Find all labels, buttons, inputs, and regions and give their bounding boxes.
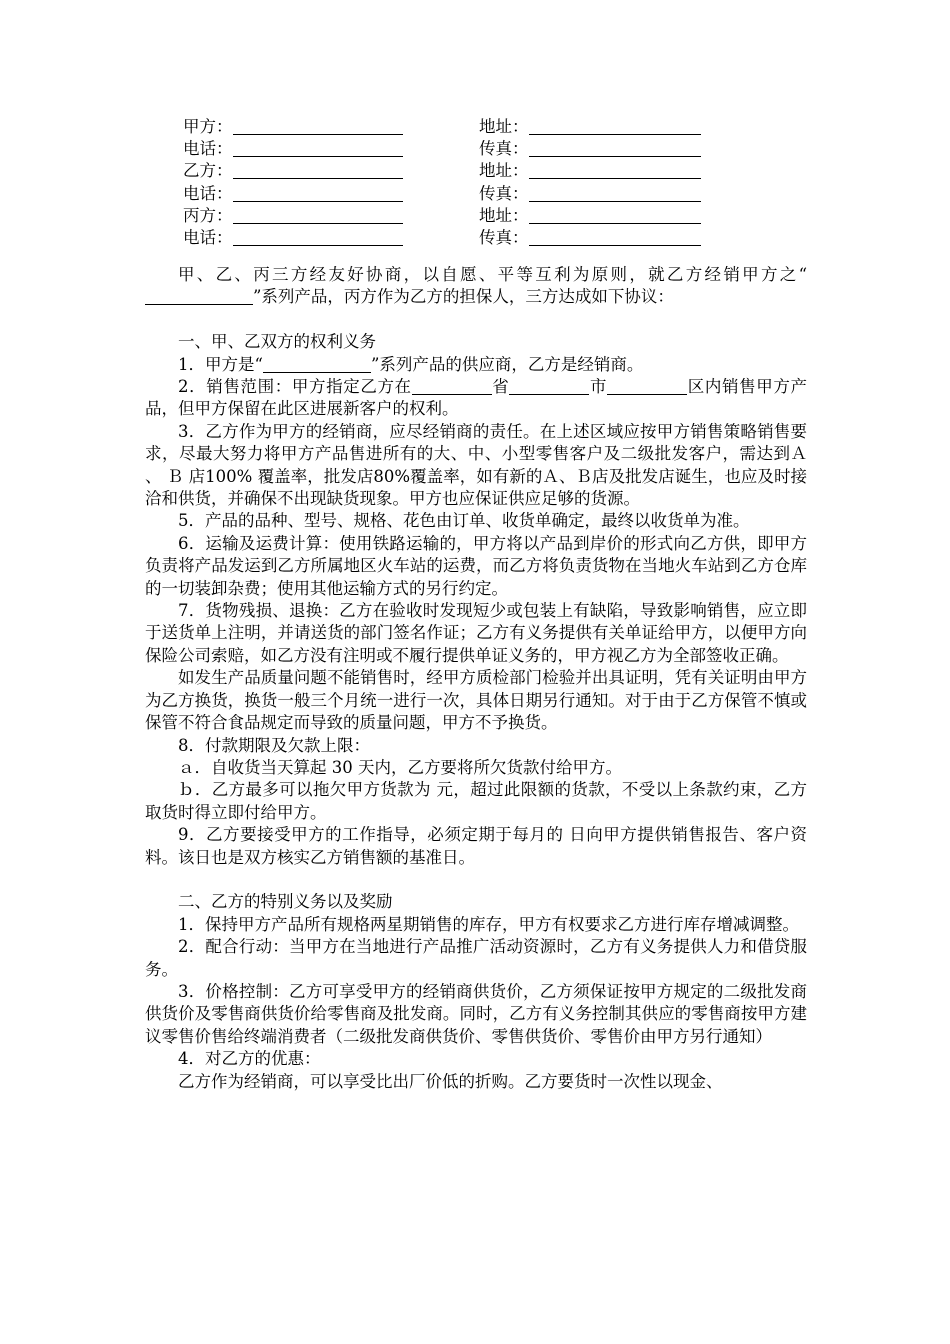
clause-2-1: 1．保持甲方产品所有规格两星期销售的库存，甲方有权要求乙方进行库存增减调整。 xyxy=(178,914,799,934)
fill-line xyxy=(529,140,701,157)
fill-line xyxy=(233,185,403,202)
intro-paragraph: 甲、乙、丙三方经友好协商，以自愿、平等互利为原则，就乙方经销甲方之“”系列产品，丙方作为乙方的担保人，三方达成如下协议： xyxy=(145,264,807,309)
party-label: 电话： xyxy=(183,183,233,203)
fill-line xyxy=(529,162,701,179)
fill-line xyxy=(233,140,403,157)
clause-8: 8．付款期限及欠款上限： xyxy=(178,735,370,755)
party-label: 乙方： xyxy=(183,161,233,181)
party-label: 电话： xyxy=(183,227,233,247)
blank-line xyxy=(607,379,687,395)
party-label: 传真： xyxy=(479,227,529,247)
fill-line xyxy=(233,162,403,179)
clause-2-4-text: 乙方作为经销商，可以享受比出厂价低的折购。乙方要货时一次性以现金、 xyxy=(178,1071,723,1091)
blank-line xyxy=(412,379,492,395)
clause-2: 2．销售范围：甲方指定乙方在 省 市 区内销售甲方产品，但甲方保留在此区进展新客户的权利。 xyxy=(145,377,808,419)
fill-line xyxy=(529,185,701,202)
clause-7: 7．货物残损、退换：乙方在验收时发现短少或包装上有缺陷，导致影响销售，应立即于送货单上注明，并请送货的部门签名作证；乙方有义务提供有关单证给甲方，以便甲方向保险公司索赔，如乙方没有注明或不履行提供单证义务的，甲方视乙方为全部签收正确。 xyxy=(145,601,807,665)
clause-2-4: 4．对乙方的优惠： xyxy=(178,1049,321,1069)
blank-line xyxy=(263,357,371,373)
clause-8a: ａ．自收货当天算起 30 天内，乙方要将所欠货款付给甲方。 xyxy=(178,757,622,777)
clause-9: 9．乙方要接受甲方的工作指导，必须定期于每月的 日向甲方提供销售报告、客户资料。该日也是双方核实乙方销售额的基准日。 xyxy=(145,825,807,867)
party-row xyxy=(183,227,529,249)
clause-7-note: 如发生产品质量问题不能销售时，经甲方质检部门检验并出具证明，凭有关证明由甲方为乙方换货，换货一般三个月统一进行一次，具体日期另行通知。对于由于乙方保管不慎或保管不符合食品规定而导致的质量问题，甲方不予换货。 xyxy=(145,668,807,733)
fill-line xyxy=(529,229,701,246)
party-row xyxy=(183,116,529,138)
blank-line xyxy=(145,289,253,305)
clause-2-3: 3．价格控制：乙方可享受甲方的经销商供货价，乙方须保证按甲方规定的二级批发商供货价及零售商供货价给零售商及批发商。同时，乙方有义务控制其供应的零售商按甲方建议零售价售给终端消费者（二级批发商供货价、零售供货价、零售价由甲方另行通知） xyxy=(145,981,807,1046)
fill-line xyxy=(233,207,403,224)
fill-line xyxy=(233,229,403,246)
clause-5: 5．产品的品种、型号、规格、花色由订单、收货单确定，最终以收货单为准。 xyxy=(178,511,750,531)
fill-line xyxy=(233,118,403,135)
fill-line xyxy=(529,118,701,135)
party-label: 电话： xyxy=(183,139,233,159)
party-label: 丙方： xyxy=(183,205,233,225)
party-label: 甲方： xyxy=(183,117,233,136)
contract-body xyxy=(145,264,807,1093)
clause-3: 3．乙方作为甲方的经销商，应尽经销商的责任。在上述区域应按甲方销售策略销售要求，尽最大努力将甲方产品售进所有的大、中、小型零售客户及二级批发客户，需达到Ａ 、 Ｂ 店100% 覆盖率，批发店80%覆盖率，如有新的Ａ、Ｂ店及批发店诞生，也应及时接洽和供货，并确保不出现缺货现象。甲方也应保证供应足够的货源。 xyxy=(145,421,807,509)
clause-8b: ｂ．乙方最多可以拖欠甲方货款为 元，超过此限额的货款，不受以上条款约束，乙方取货时得立即付给甲方。 xyxy=(145,780,807,822)
party-label: 地址： xyxy=(479,117,529,136)
section-heading: 一、甲、乙双方的权利义务 xyxy=(178,332,376,352)
clause-2-2: 2．配合行动：当甲方在当地进行产品推广活动资源时，乙方有义务提供人力和借贷服务。 xyxy=(145,937,807,979)
section-heading: 二、乙方的特别义务以及奖励 xyxy=(178,892,393,912)
blank-line xyxy=(509,379,589,395)
party-row xyxy=(183,205,529,227)
party-row xyxy=(183,138,529,160)
party-label: 传真： xyxy=(479,183,529,203)
party-row xyxy=(183,183,529,205)
party-row xyxy=(183,160,529,182)
party-label: 传真： xyxy=(479,139,529,159)
party-label: 地址： xyxy=(479,205,529,225)
party-info-fields xyxy=(183,116,529,249)
fill-line xyxy=(529,207,701,224)
clause-6: 6．运输及运费计算：使用铁路运输的，甲方将以产品到岸价的形式向乙方供，即甲方负责将产品发运到乙方所属地区火车站的运费，而乙方将负责货物在当地火车站到乙方仓库的一切装卸杂费；使用其他运输方式的另行约定。 xyxy=(145,533,807,598)
party-label: 地址： xyxy=(479,161,529,181)
clause-1: 1．甲方是“ ”系列产品的供应商，乙方是经销商。 xyxy=(178,354,644,374)
